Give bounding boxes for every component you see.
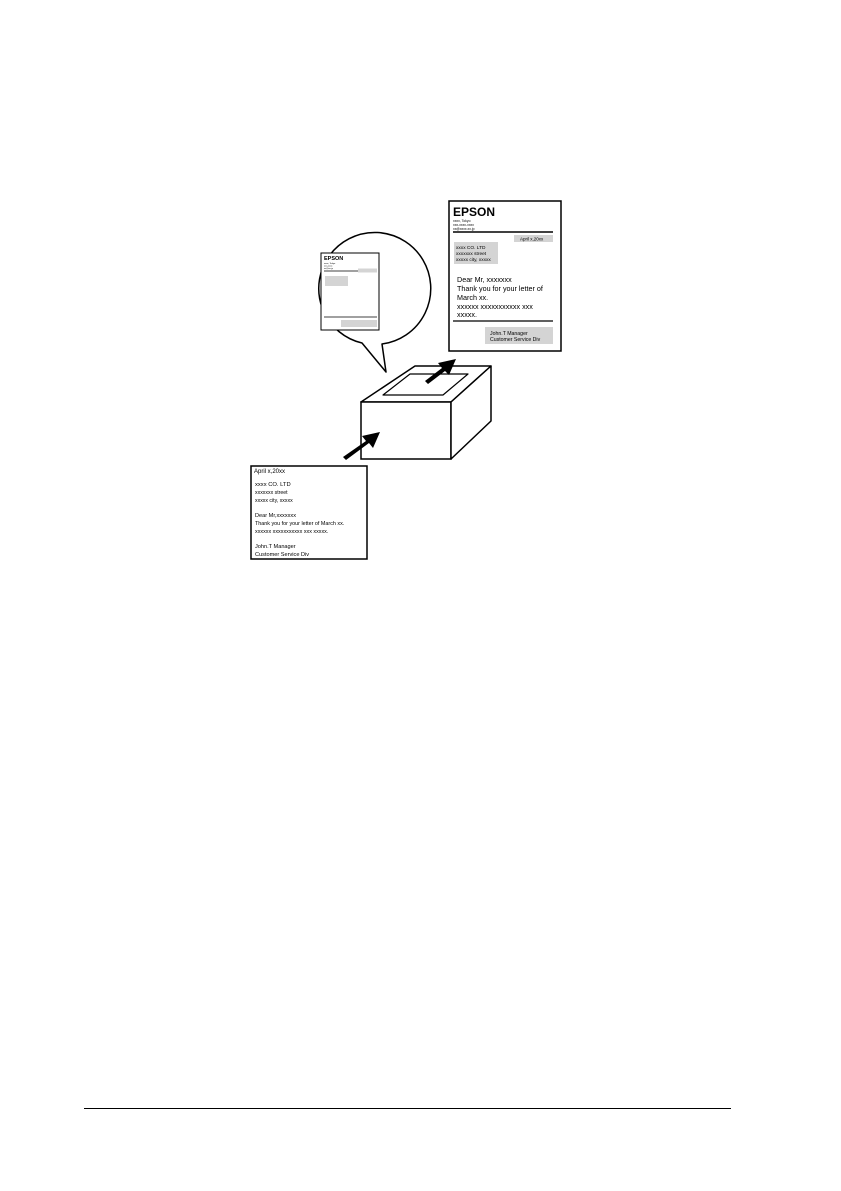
overlay-form-logo: EPSON xyxy=(324,256,344,262)
output-letter-body-line: Thank you for your letter of xyxy=(457,284,543,293)
input-letter-body-line: xxxxxx xxxxxxxxxxx xxx xxxxx. xyxy=(255,529,329,535)
overlay-form-header-line: xxx-xxxx xyxy=(324,265,333,268)
input-letter-address-line: xxxx CO. LTD xyxy=(255,482,291,488)
overlay-signature-box xyxy=(341,320,377,327)
printer-front xyxy=(361,402,451,459)
input-letter-address-line: xxxxxxx street xyxy=(255,490,288,496)
output-letter-signature-line: Customer Service Div xyxy=(490,337,541,343)
overlay-date-box xyxy=(358,269,377,273)
output-letter-body-line: Dear Mr, xxxxxxx xyxy=(457,275,512,284)
output-letter-date: April x,20xx xyxy=(520,236,544,242)
output-letter xyxy=(449,201,561,351)
overlay-form-header-line: xx@xx.jp xyxy=(324,268,333,270)
printer xyxy=(361,366,491,459)
overlay-form-header-line: xxxx, Tokyo xyxy=(324,263,336,265)
overlay-address-box xyxy=(325,276,348,286)
output-letter-body-line: xxxxx. xyxy=(457,310,477,319)
output-letter-signature-line: John.T Manager xyxy=(490,331,528,337)
input-letter-signature-line: John.T Manager xyxy=(255,544,296,550)
input-letter-signature-line: Customer Service Div xyxy=(255,552,310,558)
output-letter-body-line: March xx. xyxy=(457,293,489,302)
input-letter-body-line: Thank you for your letter of March xx. xyxy=(255,521,345,527)
output-letter-address-line: xxxx CO. LTD xyxy=(456,246,486,251)
output-letter-address-line: xxxxxxx street xyxy=(456,252,487,257)
input-letter xyxy=(251,466,367,559)
input-letter-date: April x,20xx xyxy=(254,469,286,475)
overlay-callout xyxy=(319,232,431,372)
output-letter-header-line: xxx-xxxx-xxxx xyxy=(453,223,474,227)
output-letter-body-line: xxxxxx xxxxxxxxxxx xxx xyxy=(457,302,533,311)
output-letter-header-line: xxxx, Tokyo xyxy=(453,219,471,223)
output-letter-header-line: xx@xxxx.xx.jp xyxy=(453,227,475,231)
overlay-form-thumbnail xyxy=(321,253,379,330)
output-letter-logo: EPSON xyxy=(453,205,496,219)
output-letter-address-line: xxxxx city, xxxxx xyxy=(456,258,491,263)
footer-rule xyxy=(84,1108,731,1109)
input-letter-body-line: Dear Mr,xxxxxxx xyxy=(255,513,297,519)
input-letter-address-line: xxxxx city, xxxxx xyxy=(255,498,293,504)
